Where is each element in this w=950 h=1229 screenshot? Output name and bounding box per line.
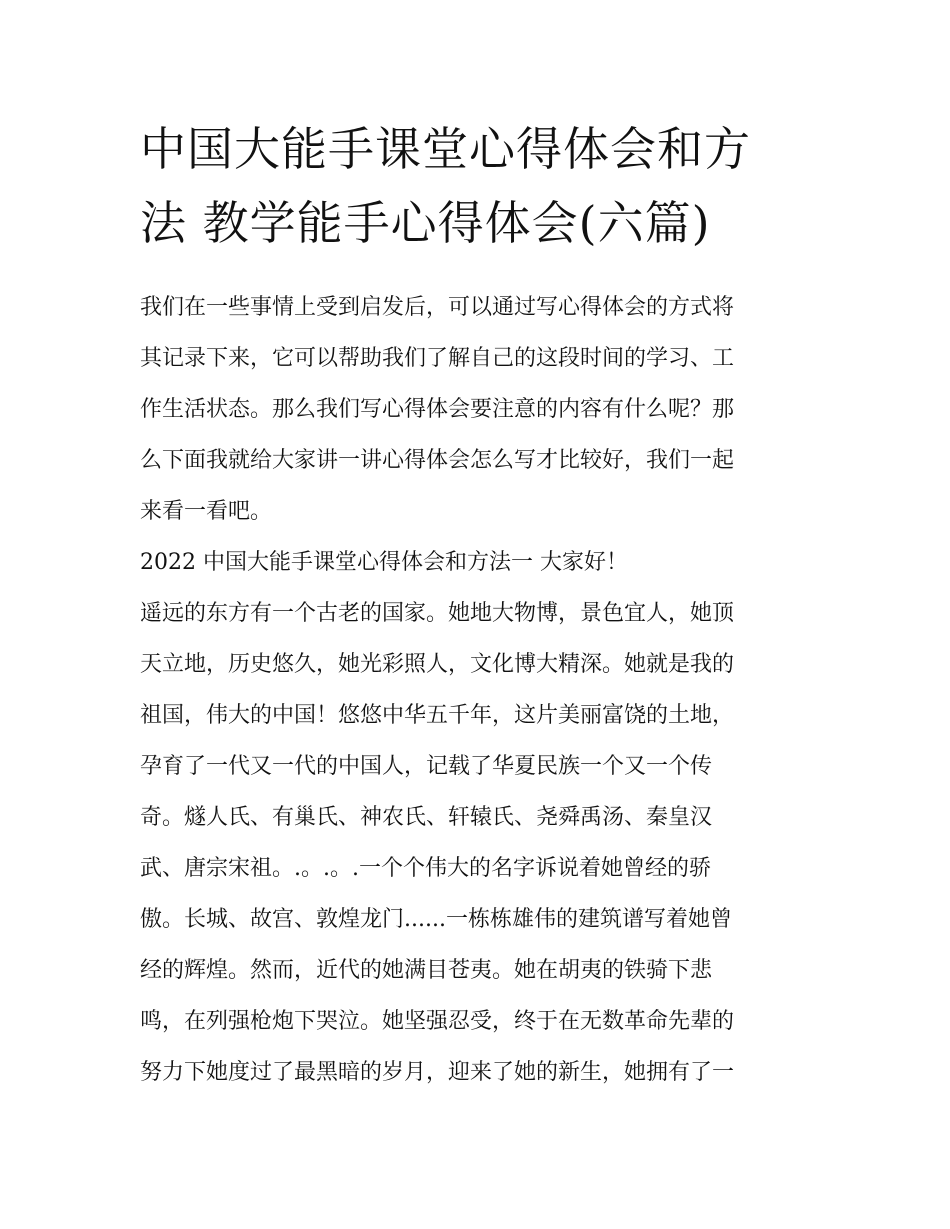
text-line: 傲。长城、故宫、敦煌龙门......一栋栋雄伟的建筑谱写着她曾 [140,907,732,932]
text-line: 来看一看吧。 [140,499,273,524]
text-line: 其记录下来，它可以帮助我们了解自己的这段时间的学习、工 [140,346,735,371]
text-line: 祖国，伟大的中国！悠悠中华五千年，这片美丽富饶的土地， [140,703,735,728]
text-line: 经的辉煌。然而，近代的她满目苍夷。她在胡夷的铁骑下悲 [140,958,713,983]
document-title [140,112,830,260]
text-line: 遥远的东方有一个古老的国家。她地大物博，景色宜人，她顶 [140,601,735,626]
text-line: 武、唐宗宋祖。.。.。.一个个伟大的名字诉说着她曾经的骄 [140,856,711,881]
text-line: 作生活状态。那么我们写心得体会要注意的内容有什么呢？那 [140,397,735,422]
text-line: 鸣，在列强枪炮下哭泣。她坚强忍受，终于在无数革命先辈的 [140,1009,735,1034]
text-line: 努力下她度过了最黑暗的岁月，迎来了她的新生，她拥有了一 [140,1060,735,1085]
text-line: 我们在一些事情上受到启发后，可以通过写心得体会的方式将 [140,295,735,320]
text-line: 奇。燧人氏、有巢氏、神农氏、轩辕氏、尧舜禹汤、秦皇汉 [140,805,713,830]
text-line: 天立地，历史悠久，她光彩照人，文化博大精深。她就是我的 [140,652,735,677]
title-line: 法 教学能手心得体会(六篇) [140,196,711,250]
body-paragraph [140,588,830,1098]
text-line: 孕育了一代又一代的中国人，记载了华夏民族一个又一个传 [140,754,713,779]
intro-paragraph [140,282,830,537]
document-body [140,282,830,1098]
section-heading: 2022 中国大能手课堂心得体会和方法一 大家好！ [140,550,628,575]
title-line: 中国大能手课堂心得体会和方 [140,122,751,176]
text-line: 么下面我就给大家讲一讲心得体会怎么写才比较好，我们一起 [140,448,735,473]
